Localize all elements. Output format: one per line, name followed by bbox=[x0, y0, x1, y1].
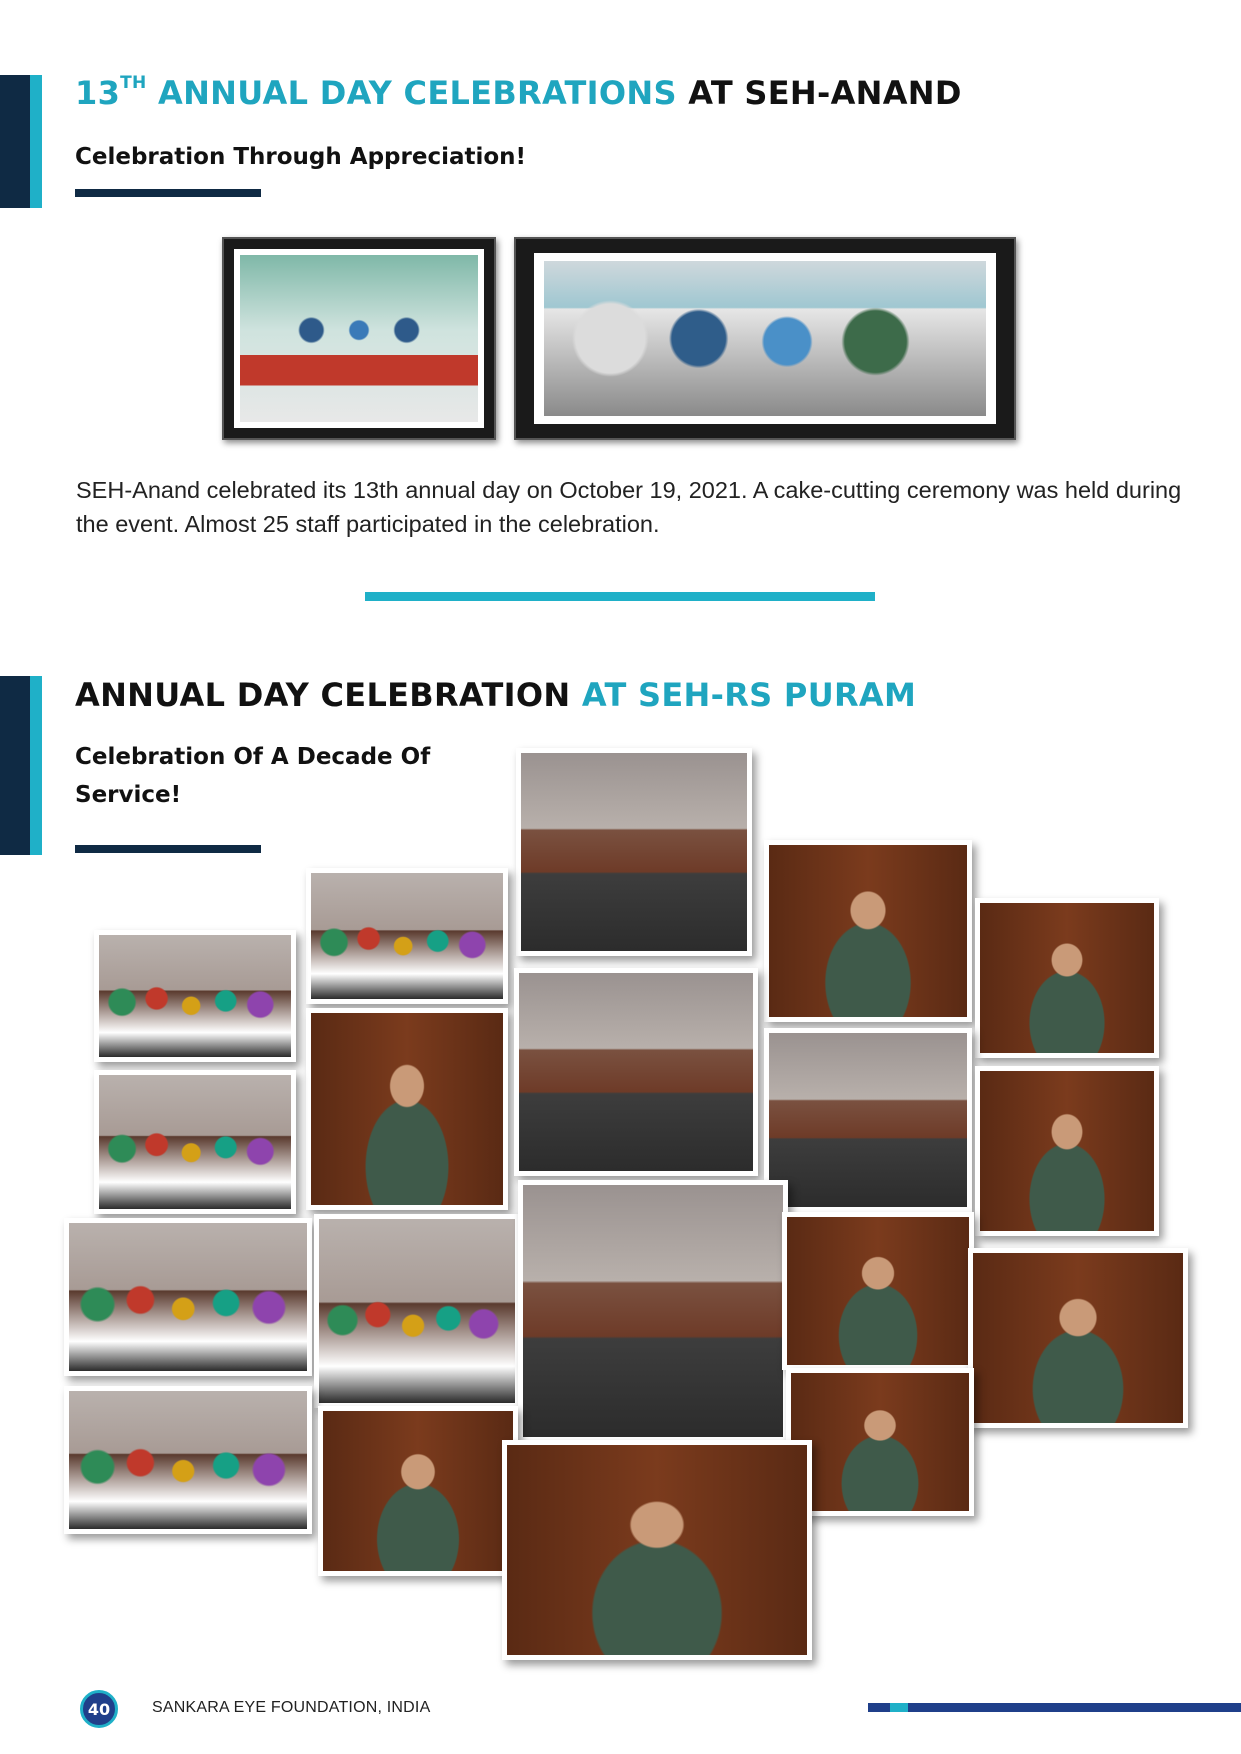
photo-speaker-8 bbox=[318, 1406, 518, 1576]
section2-side-bar bbox=[0, 676, 30, 855]
section2-subheading-line1: Celebration Of A Decade Of bbox=[75, 744, 431, 770]
section1-side-bar-accent bbox=[30, 75, 42, 208]
section2-side-bar-accent bbox=[30, 676, 42, 855]
section2-heading bbox=[75, 676, 916, 714]
photo-speaker-7 bbox=[786, 1368, 974, 1516]
photo-frame-staff bbox=[514, 237, 1016, 440]
photo-speaker-5 bbox=[782, 1212, 974, 1370]
section1-body-text: SEH-Anand celebrated its 13th annual day on October 19, 2021. A cake-cutting ceremony was held during the event. Almost 25 staff participated in the celebration. bbox=[76, 477, 1182, 537]
photo-speaker-4 bbox=[975, 1066, 1159, 1236]
section1-side-bar bbox=[0, 75, 30, 208]
photo-audience-3 bbox=[64, 1218, 312, 1376]
photo-audience-5 bbox=[64, 1386, 312, 1534]
heading-teal-part: ANNUAL DAY CELEBRATIONS bbox=[158, 74, 677, 112]
heading-dark-part: ANNUAL DAY CELEBRATION bbox=[75, 676, 571, 714]
photo-speaker-9 bbox=[502, 1440, 812, 1660]
footer-bar-long bbox=[908, 1703, 1241, 1712]
section-divider bbox=[365, 592, 875, 601]
photo-audience-1 bbox=[94, 930, 296, 1062]
section1-subheading: Celebration Through Appreciation! bbox=[75, 144, 527, 170]
photo-hall-discussion bbox=[514, 968, 758, 1176]
photo-staff-group bbox=[544, 261, 986, 416]
footer-bar-accent bbox=[890, 1703, 908, 1712]
heading-number: 13 bbox=[75, 74, 121, 112]
photo-hall-stage bbox=[516, 748, 752, 956]
photo-speaker-6 bbox=[968, 1248, 1188, 1428]
photo-cake-cutting bbox=[240, 255, 478, 422]
photo-speaker-2 bbox=[975, 898, 1159, 1058]
heading-dark-part: AT SEH-ANAND bbox=[688, 74, 962, 112]
photo-frame-cake-cutting bbox=[222, 237, 496, 440]
photo-speaker-1 bbox=[764, 840, 972, 1022]
photo-audience-men bbox=[306, 868, 508, 1004]
photo-hall-podium bbox=[518, 1180, 788, 1442]
photo-audience-2 bbox=[94, 1070, 296, 1214]
footer-organization: SANKARA EYE FOUNDATION, INDIA bbox=[152, 1699, 431, 1716]
footer-bar bbox=[868, 1703, 890, 1712]
section2-rule bbox=[75, 845, 261, 853]
section2-subheading-line2: Service! bbox=[75, 782, 182, 808]
section1-rule bbox=[75, 189, 261, 197]
photo-speaker-3 bbox=[306, 1008, 508, 1210]
section1-heading bbox=[75, 74, 962, 112]
heading-superscript: TH bbox=[120, 73, 147, 94]
page-number-badge: 40 bbox=[80, 1690, 118, 1728]
photo-hall-tables bbox=[764, 1028, 972, 1212]
heading-teal-part: AT SEH-RS PURAM bbox=[581, 676, 917, 714]
photo-audience-4 bbox=[314, 1214, 520, 1408]
